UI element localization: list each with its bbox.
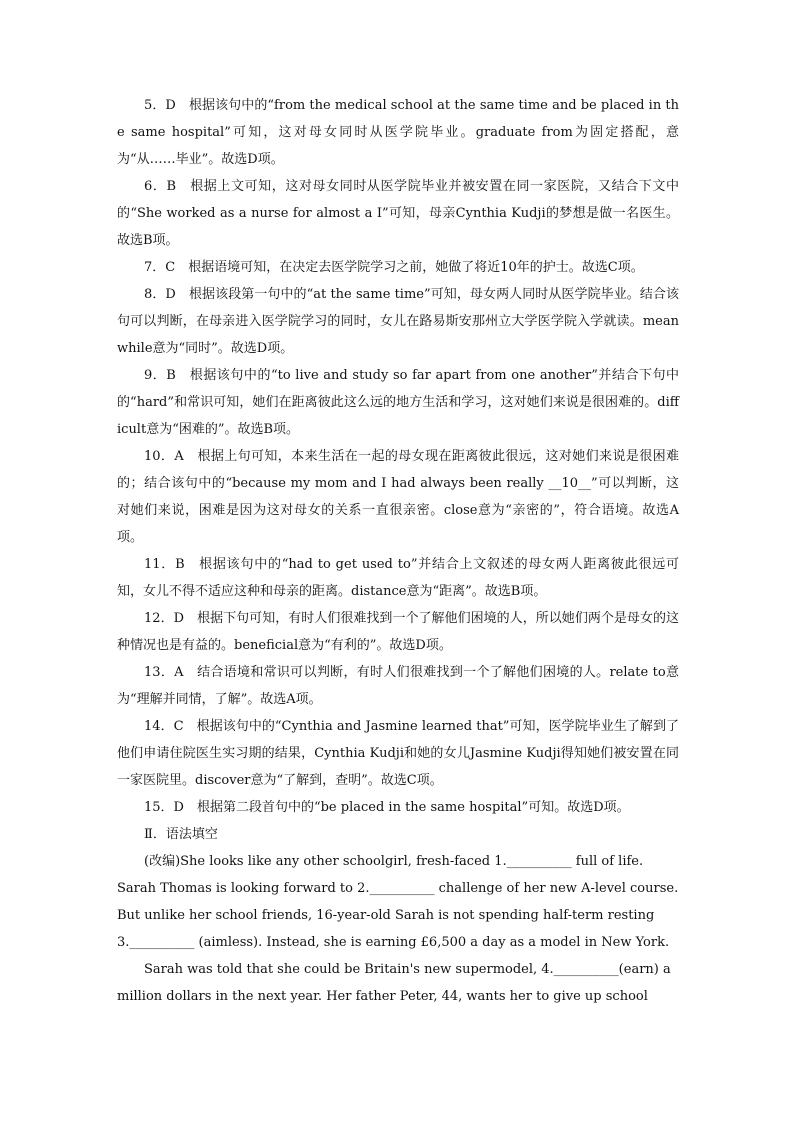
passage-line: 3.__________ (aimless). Instead, she is earning £6,500 a day as a model in New York. (117, 935, 670, 950)
passage-line: But unlike her school friends, 16-year-old Sarah is not spending half-term resting (117, 908, 655, 923)
answer-8: 8．D 根据该段第一句中的“at the same time”可知，母女两人同时从医学院毕业。结合该句可以判断，在母亲进入医学院学习的同时，女儿在路易斯安那州立大学医学院入学就读。meanwhile意为“同时”。故选D项。 (117, 287, 679, 356)
section-title: Ⅱ．语法填空 (144, 827, 218, 842)
answer-9: 9．B 根据该句中的“to live and study so far apart from one another”并结合下句中的“hard”和常识可知，她们在距离彼此这么远的地方生活和学习，这对她们来说是很困难的。difficult意为“困难的”。故选B项。 (117, 368, 679, 437)
passage-line: Sarah was told that she could be Britain's new supermodel, 4.__________(earn) a (144, 962, 671, 977)
answer-11: 11．B 根据该句中的“had to get used to”并结合上文叙述的母女两人距离彼此很远可知，女儿不得不适应这种和母亲的距离。distance意为“距离”。故选B项。 (117, 557, 679, 599)
passage-line: (改编)She looks like any other schoolgirl, fresh-faced 1.__________ full of life. (144, 854, 644, 869)
answer-explanations (117, 92, 679, 1010)
answer-7: 7．C 根据语境可知，在决定去医学院学习之前，她做了将近10年的护士。故选C项。 (144, 260, 644, 275)
passage-line: million dollars in the next year. Her father Peter, 44, wants her to give up school (117, 989, 648, 1004)
answer-13: 13．A 结合语境和常识可以判断，有时人们很难找到一个了解他们困境的人。relate to意为“理解并同情，了解”。故选A项。 (117, 665, 679, 707)
answer-5: 5．D 根据该句中的“from the medical school at the same time and be placed in the same hospital”可知，这对母女同时从医学院毕业。graduate from为固定搭配，意为“从……毕业”。故选D项。 (117, 98, 679, 167)
answer-6: 6．B 根据上文可知，这对母女同时从医学院毕业并被安置在同一家医院，又结合下文中的“She worked as a nurse for almost a I”可知，母亲Cynthia Kudji的梦想是做一名医生。故选B项。 (117, 179, 679, 248)
answer-10: 10．A 根据上句可知，本来生活在一起的母女现在距离彼此很远，这对她们来说是很困难的；结合该句中的“because my mom and I had always been really __10__”可以判断，这对她们来说，困难是因为这对母女的关系一直很亲密。close意为“亲密的”，符合语境。故选A项。 (117, 449, 679, 545)
passage-line: Sarah Thomas is looking forward to 2.__________ challenge of her new A-level course. (117, 881, 679, 896)
grammar-passage (117, 848, 679, 1010)
answer-12: 12．D 根据下句可知，有时人们很难找到一个了解他们困境的人，所以她们两个是母女的这种情况也是有益的。beneficial意为“有利的”。故选D项。 (117, 611, 679, 653)
answer-14: 14．C 根据该句中的“Cynthia and Jasmine learned that”可知，医学院毕业生了解到了他们申请住院医生实习期的结果，Cynthia Kudji和她的女儿Jasmine Kudji得知她们被安置在同一家医院里。discover意为“了解到，查明”。故选C项。 (117, 719, 679, 788)
answer-15: 15．D 根据第二段首句中的“be placed in the same hospital”可知。故选D项。 (144, 800, 630, 815)
